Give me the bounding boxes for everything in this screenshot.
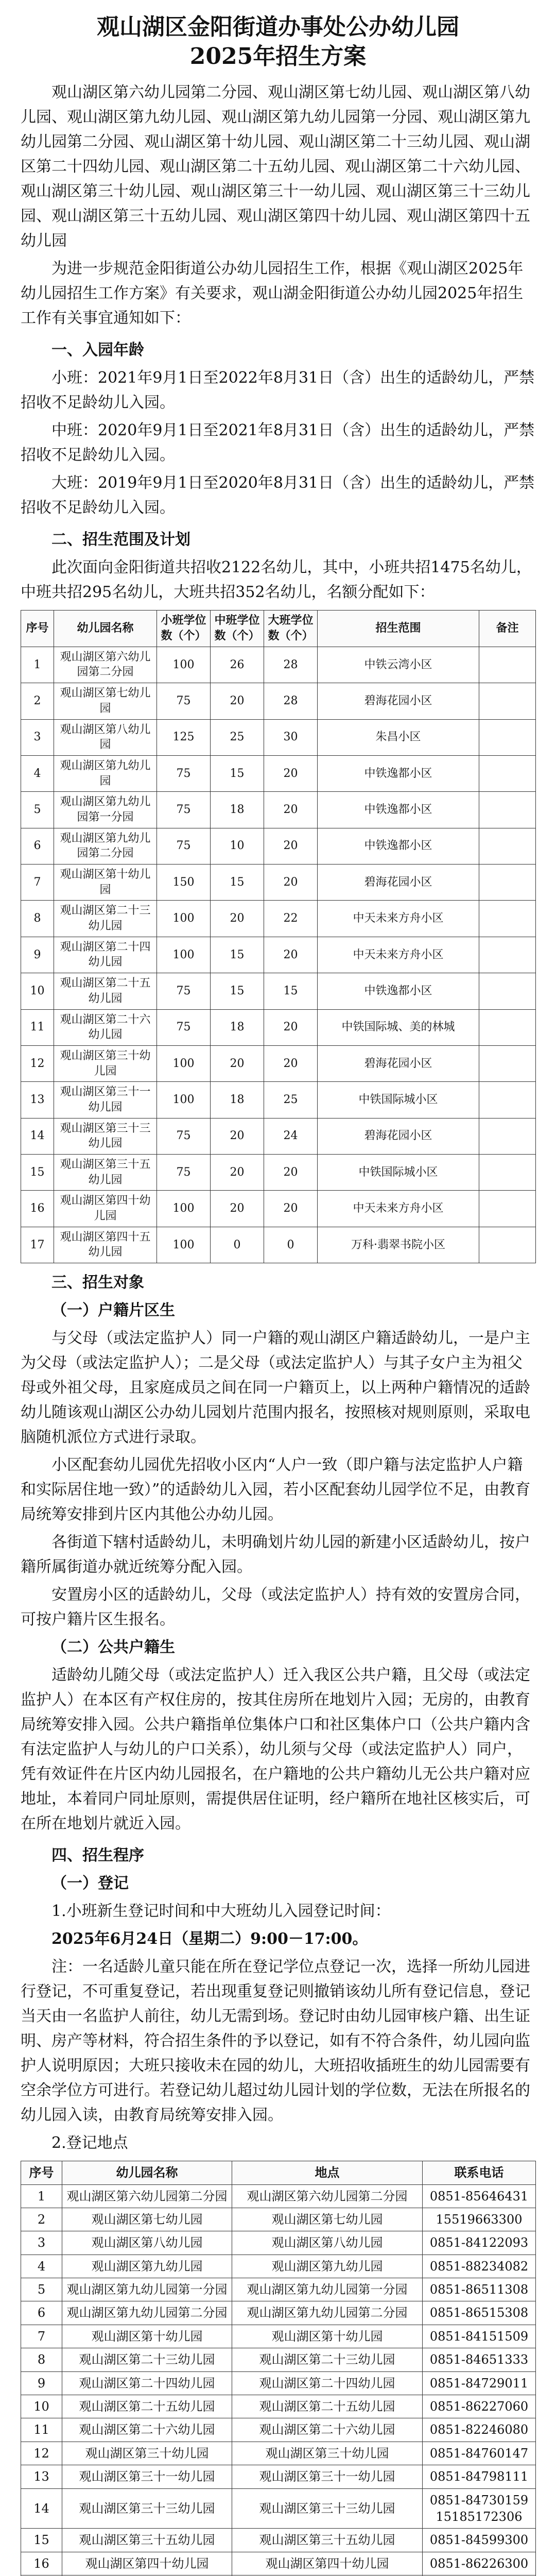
table-cell: 75 [157, 755, 211, 791]
table-cell: 2 [21, 683, 54, 719]
table-cell: 8 [21, 901, 54, 937]
table-cell: 6 [21, 2301, 62, 2325]
table-cell: 中天未来方舟小区 [318, 901, 479, 937]
table-cell: 万科·翡翠书院小区 [318, 1227, 479, 1263]
table-cell: 25 [264, 1082, 318, 1118]
table-cell: 观山湖区第二十三幼儿园 [62, 2348, 232, 2371]
table-cell: 中铁逸都小区 [318, 755, 479, 791]
table-cell: 14 [21, 1118, 54, 1154]
registration-table-row [21, 2255, 536, 2278]
plan-table-row [21, 647, 536, 683]
table-cell: 15 [211, 865, 264, 901]
plan-table-row [21, 901, 536, 937]
plan-table-row [21, 719, 536, 755]
table-cell: 15 [21, 2529, 62, 2552]
column-header: 序号 [21, 611, 54, 647]
registration-table-row [21, 2552, 536, 2575]
age-item: 中班：2020年9月1日至2021年8月31日（含）出生的适龄幼儿，严禁招收不足龄幼儿入园。 [21, 421, 535, 465]
table-cell [479, 1227, 536, 1263]
age-list [21, 366, 535, 520]
registration-table-row [21, 2488, 536, 2529]
table-cell: 75 [157, 1155, 211, 1191]
table-cell: 0 [211, 1227, 264, 1263]
table-cell: 18 [211, 1082, 264, 1118]
table-cell: 观山湖区第七幼儿园 [62, 2208, 232, 2231]
subsection-4-1: （一）登记 [51, 1874, 129, 1893]
table-cell [479, 828, 536, 864]
table-cell: 0851-84760147 [423, 2442, 536, 2465]
table-cell: 9 [21, 937, 54, 973]
table-cell: 0 [264, 1227, 318, 1263]
table-cell [479, 792, 536, 828]
table-cell: 中铁逸都小区 [318, 828, 479, 864]
table-cell: 观山湖区第九幼儿园第二分园 [232, 2301, 423, 2325]
table-cell: 观山湖区第九幼儿园第一分园 [62, 2278, 232, 2301]
table-cell: 8 [21, 2348, 62, 2371]
table-cell: 0851-84651333 [423, 2348, 536, 2371]
table-cell: 15 [21, 1155, 54, 1191]
step-2: 2.登记地点 [51, 2134, 128, 2153]
column-header: 幼儿园名称 [54, 611, 157, 647]
table-cell: 100 [157, 1082, 211, 1118]
hukou-paragraph: 各街道下辖村适龄幼儿，未明确划片幼儿园的新建小区适龄幼儿，按户籍所属街道办就近统筹分配入园。 [21, 1533, 530, 1577]
table-cell: 4 [21, 2255, 62, 2278]
table-cell: 1 [21, 647, 54, 683]
plan-table-row [21, 683, 536, 719]
plan-table-row [21, 1009, 536, 1045]
table-cell: 观山湖区第九幼儿园第一分园 [232, 2278, 423, 2301]
table-cell: 11 [21, 2418, 62, 2442]
table-cell: 20 [264, 865, 318, 901]
section-1-title: 一、入园年龄 [51, 341, 144, 360]
table-cell: 20 [264, 755, 318, 791]
table-cell: 观山湖区第六幼儿园第二分园 [54, 647, 157, 683]
table-cell: 30 [264, 719, 318, 755]
table-cell: 2 [21, 2208, 62, 2231]
table-cell: 观山湖区第九幼儿园 [232, 2255, 423, 2278]
table-cell [479, 755, 536, 791]
table-cell: 中天未来方舟小区 [318, 937, 479, 973]
table-cell: 125 [157, 719, 211, 755]
table-cell: 观山湖区第八幼儿园 [54, 719, 157, 755]
table-cell: 观山湖区第三十一幼儿园 [232, 2465, 423, 2488]
registration-table-row [21, 2465, 536, 2488]
table-cell: 观山湖区第三十五幼儿园 [62, 2529, 232, 2552]
table-cell: 22 [264, 901, 318, 937]
table-cell: 观山湖区第七幼儿园 [54, 683, 157, 719]
table-cell [479, 1155, 536, 1191]
table-cell: 观山湖区第四十五幼儿园 [54, 1227, 157, 1263]
column-header: 地点 [232, 2161, 423, 2184]
table-cell: 7 [21, 865, 54, 901]
table-cell: 中铁国际城小区 [318, 1082, 479, 1118]
table-cell: 10 [21, 973, 54, 1009]
table-cell: 7 [21, 2325, 62, 2348]
column-header: 序号 [21, 2161, 62, 2184]
table-cell: 观山湖区第八幼儿园 [62, 2231, 232, 2255]
registration-table-row [21, 2325, 536, 2348]
table-cell: 20 [264, 1009, 318, 1045]
table-cell: 24 [264, 1118, 318, 1154]
table-cell: 20 [211, 1118, 264, 1154]
table-cell: 0851-84122093 [423, 2231, 536, 2255]
registration-table-row [21, 2418, 536, 2442]
registration-table-row [21, 2371, 536, 2395]
table-cell: 13 [21, 1082, 54, 1118]
plan-table-row [21, 792, 536, 828]
table-cell: 观山湖区第二十三幼儿园 [54, 901, 157, 937]
registration-table-row [21, 2529, 536, 2552]
table-cell: 20 [264, 792, 318, 828]
table-cell: 观山湖区第二十四幼儿园 [54, 937, 157, 973]
table-cell: 100 [157, 1191, 211, 1227]
table-cell: 观山湖区第九幼儿园 [54, 755, 157, 791]
table-cell: 100 [157, 937, 211, 973]
table-cell: 0851-84798111 [423, 2465, 536, 2488]
table-cell: 5 [21, 2278, 62, 2301]
doc-title [21, 12, 535, 71]
table-cell: 100 [157, 1227, 211, 1263]
section-2-title: 二、招生范围及计划 [51, 531, 190, 549]
table-cell: 碧海花园小区 [318, 1045, 479, 1081]
table-cell [479, 1045, 536, 1081]
table-cell: 11 [21, 1009, 54, 1045]
table-cell: 中铁逸都小区 [318, 973, 479, 1009]
table-cell: 0851-84730159 15185172306 [423, 2488, 536, 2529]
plan-table-row [21, 1082, 536, 1118]
table-cell: 观山湖区第四十幼儿园 [54, 1191, 157, 1227]
table-cell: 观山湖区第二十四幼儿园 [62, 2371, 232, 2395]
table-cell: 16 [21, 2552, 62, 2575]
table-cell: 25 [211, 719, 264, 755]
column-header: 幼儿园名称 [62, 2161, 232, 2184]
table-cell: 碧海花园小区 [318, 683, 479, 719]
plan-table-row [21, 1191, 536, 1227]
intro-paragraph: 为进一步规范金阳街道公办幼儿园招生工作，根据《观山湖区2025年幼儿园招生工作方案》有关要求，观山湖金阳街道公办幼儿园2025年招生工作有关事宜通知如下： [21, 260, 524, 328]
table-cell: 观山湖区第三十幼儿园 [54, 1045, 157, 1081]
section-4-title: 四、招生程序 [51, 1846, 144, 1865]
table-cell: 20 [211, 901, 264, 937]
table-cell: 150 [157, 865, 211, 901]
registration-table-row [21, 2395, 536, 2418]
table-cell: 75 [157, 1118, 211, 1154]
hukou-paragraphs [21, 1326, 535, 1632]
plan-table-row [21, 828, 536, 864]
table-cell: 观山湖区第二十五幼儿园 [232, 2395, 423, 2418]
table-cell: 观山湖区第六幼儿园第二分园 [232, 2184, 423, 2208]
table-cell: 5 [21, 792, 54, 828]
plan-table-row [21, 1118, 536, 1154]
table-cell: 观山湖区第十幼儿园 [54, 865, 157, 901]
hukou-paragraph: 与父母（或法定监护人）同一户籍的观山湖区户籍适龄幼儿，一是户主为父母（或法定监护人）；二是父母（或法定监护人）与其子女户主为祖父母或外祖父母，且家庭成员之间在同一户籍页上，以上两种户籍情况的适龄幼儿随该观山湖区公办幼儿园划片范围内报名，按照核对规则原则，采取电脑随机派位方式进行录取。 [21, 1329, 530, 1447]
table-cell: 28 [264, 647, 318, 683]
table-cell: 观山湖区第二十六幼儿园 [232, 2418, 423, 2442]
table-cell: 18 [211, 1009, 264, 1045]
table-cell [479, 719, 536, 755]
plan-table-row [21, 973, 536, 1009]
table-cell: 观山湖区第七幼儿园 [232, 2208, 423, 2231]
age-item: 大班：2019年9月1日至2020年8月31日（含）出生的适龄幼儿，严禁招收不足龄幼儿入园。 [21, 474, 535, 517]
table-cell [479, 1118, 536, 1154]
table-cell [479, 647, 536, 683]
table-cell: 0851-82246080 [423, 2418, 536, 2442]
subsection-3-2: （二）公共户籍生 [51, 1638, 175, 1657]
table-cell: 观山湖区第十幼儿园 [62, 2325, 232, 2348]
table-cell: 观山湖区第九幼儿园第二分园 [54, 828, 157, 864]
table-cell: 100 [157, 1045, 211, 1081]
table-cell: 75 [157, 973, 211, 1009]
table-cell: 15 [211, 973, 264, 1009]
table-cell: 观山湖区第三十幼儿园 [62, 2442, 232, 2465]
table-cell: 20 [264, 1045, 318, 1081]
table-cell: 15 [211, 755, 264, 791]
plan-intro: 此次面向金阳街道共招收2122名幼儿，其中，小班共招1475名幼儿，中班共招295名幼儿，大班共招352名幼儿，名额分配如下： [21, 558, 532, 602]
table-cell: 1 [21, 2184, 62, 2208]
table-cell: 观山湖区第二十三幼儿园 [232, 2348, 423, 2371]
table-cell: 观山湖区第三十一幼儿园 [54, 1082, 157, 1118]
table-cell: 观山湖区第三十三幼儿园 [62, 2488, 232, 2529]
column-header: 小班学位数（个） [157, 611, 211, 647]
table-cell: 75 [157, 683, 211, 719]
intro-schools: 观山湖区第六幼儿园第二分园、观山湖区第七幼儿园、观山湖区第八幼儿园、观山湖区第九幼儿园、观山湖区第九幼儿园第一分园、观山湖区第九幼儿园第二分园、观山湖区第十幼儿园、观山湖区第二十三幼儿园、观山湖区第二十四幼儿园、观山湖区第二十五幼儿园、观山湖区第二十六幼儿园、观山湖区第三十幼儿园、观山湖区第三十一幼儿园、观山湖区第三十三幼儿园、观山湖区第三十五幼儿园、观山湖区第四十幼儿园、观山湖区第四十五幼儿园 [21, 83, 530, 250]
registration-table-row [21, 2231, 536, 2255]
table-cell: 观山湖区第三十一幼儿园 [62, 2465, 232, 2488]
table-cell: 观山湖区第九幼儿园第一分园 [54, 792, 157, 828]
public-hukou-paragraph: 适龄幼儿随父母（或法定监护人）迁入我区公共户籍，且父母（或法定监护人）在本区有产权住房的，按其住房所在地划片入园；无房的，由教育局统筹安排入园。公共户籍指单位集体户口和社区集体户口（公共户籍内含有法定监护人与幼儿的户口关系），幼儿须与父母（或法定监护人）同户，凭有效证件在片区内幼儿园报名，在户籍地的公共户籍幼儿无公共户籍对应地址，本着同户同址原则，需提供居住证明，经户籍所在地社区核实后，可在所在地划片就近入园。 [21, 1666, 530, 1833]
table-cell: 20 [211, 1155, 264, 1191]
table-cell: 3 [21, 719, 54, 755]
table-cell: 20 [211, 1045, 264, 1081]
table-cell: 20 [211, 1191, 264, 1227]
plan-table-row [21, 1227, 536, 1263]
table-cell: 朱昌小区 [318, 719, 479, 755]
table-cell: 26 [211, 647, 264, 683]
table-cell: 15 [211, 937, 264, 973]
table-cell: 75 [157, 1009, 211, 1045]
table-cell: 观山湖区第九幼儿园第二分园 [62, 2301, 232, 2325]
table-cell: 中铁国际城、美的林城 [318, 1009, 479, 1045]
table-cell: 4 [21, 755, 54, 791]
table-cell: 20 [264, 937, 318, 973]
table-cell: 观山湖区第三十五幼儿园 [232, 2529, 423, 2552]
registration-table-row [21, 2442, 536, 2465]
table-cell: 18 [211, 792, 264, 828]
table-cell: 10 [21, 2395, 62, 2418]
table-cell: 0851-84599300 [423, 2529, 536, 2552]
table-cell: 75 [157, 792, 211, 828]
table-cell [479, 1082, 536, 1118]
table-cell: 20 [264, 1191, 318, 1227]
plan-table-row [21, 1045, 536, 1081]
table-cell: 观山湖区第六幼儿园第二分园 [62, 2184, 232, 2208]
table-cell: 观山湖区第二十五幼儿园 [62, 2395, 232, 2418]
hukou-paragraph: 小区配套幼儿园优先招收小区内“人户一致（即户籍与法定监护人户籍和实际居住地一致）”的适龄幼儿入园，若小区配套幼儿园学位不足，由教育局统筹安排到片区内其他公办幼儿园。 [21, 1456, 531, 1524]
table-cell: 100 [157, 901, 211, 937]
registration-note: 注：一名适龄儿童只能在所在登记学位点登记一次，选择一所幼儿园进行登记，不可重复登记，若出现重复登记则撤销该幼儿所有登记信息，登记当天由一名监护人前往，幼儿无需到场。登记时由幼儿园审核户籍、出生证明、房产等材料，符合招生条件的予以登记，如有不符合条件，幼儿园向监护人说明原因；大班只接收未在园的幼儿，大班招收插班生的幼儿园需要有空余学位方可进行。若登记幼儿超过幼儿园计划的学位数，无法在所报名的幼儿园入读，由教育局统筹安排入园。 [21, 1958, 530, 2125]
registration-table-row [21, 2184, 536, 2208]
registration-table-row [21, 2301, 536, 2325]
table-cell: 12 [21, 1045, 54, 1081]
table-cell: 观山湖区第四十幼儿园 [232, 2552, 423, 2575]
plan-table [21, 610, 536, 1263]
table-cell: 观山湖区第八幼儿园 [232, 2231, 423, 2255]
table-cell: 观山湖区第二十六幼儿园 [54, 1009, 157, 1045]
column-header: 大班学位数（个） [264, 611, 318, 647]
plan-table-row [21, 1155, 536, 1191]
table-cell: 15519663300 [423, 2208, 536, 2231]
table-cell: 中天未来方舟小区 [318, 1191, 479, 1227]
column-header: 中班学位数（个） [211, 611, 264, 647]
table-cell: 14 [21, 2488, 62, 2529]
table-cell [479, 1009, 536, 1045]
table-cell: 0851-86227060 [423, 2395, 536, 2418]
table-cell: 20 [211, 683, 264, 719]
registration-table-row [21, 2348, 536, 2371]
table-cell: 0851-86515308 [423, 2301, 536, 2325]
plan-table-row [21, 755, 536, 791]
table-cell: 28 [264, 683, 318, 719]
table-cell: 中铁逸都小区 [318, 792, 479, 828]
table-cell: 0851-84151509 [423, 2325, 536, 2348]
table-cell [479, 973, 536, 1009]
table-cell [479, 1191, 536, 1227]
table-cell: 中铁国际城小区 [318, 1155, 479, 1191]
table-cell: 观山湖区第九幼儿园 [62, 2255, 232, 2278]
column-header: 招生范围 [318, 611, 479, 647]
column-header: 联系电话 [423, 2161, 536, 2184]
table-cell: 碧海花园小区 [318, 1118, 479, 1154]
table-cell: 观山湖区第二十四幼儿园 [232, 2371, 423, 2395]
table-cell: 0851-86226300 [423, 2552, 536, 2575]
table-cell: 75 [157, 828, 211, 864]
column-header: 备注 [479, 611, 536, 647]
section-3-title: 三、招生对象 [51, 1274, 144, 1292]
table-cell: 观山湖区第十幼儿园 [232, 2325, 423, 2348]
title-line-2: 2025年招生方案 [189, 43, 367, 70]
table-cell: 观山湖区第三十三幼儿园 [232, 2488, 423, 2529]
table-cell: 观山湖区第四十幼儿园 [62, 2552, 232, 2575]
table-cell: 0851-85646431 [423, 2184, 536, 2208]
table-cell: 9 [21, 2371, 62, 2395]
registration-table-row [21, 2278, 536, 2301]
table-cell: 17 [21, 1227, 54, 1263]
table-cell: 观山湖区第二十五幼儿园 [54, 973, 157, 1009]
hukou-paragraph: 安置房小区的适龄幼儿，父母（或法定监护人）持有效的安置房合同，可按户籍片区生报名。 [21, 1586, 530, 1629]
table-cell: 3 [21, 2231, 62, 2255]
table-cell: 观山湖区第二十六幼儿园 [62, 2418, 232, 2442]
table-cell [479, 683, 536, 719]
plan-table-row [21, 937, 536, 973]
subsection-3-1: （一）户籍片区生 [51, 1301, 175, 1320]
table-cell: 观山湖区第三十三幼儿园 [54, 1118, 157, 1154]
table-cell [479, 901, 536, 937]
table-cell: 20 [264, 828, 318, 864]
table-cell: 0851-88234082 [423, 2255, 536, 2278]
age-item: 小班：2021年9月1日至2022年8月31日（含）出生的适龄幼儿，严禁招收不足龄幼儿入园。 [21, 369, 535, 412]
table-cell: 碧海花园小区 [318, 865, 479, 901]
table-cell [479, 937, 536, 973]
plan-table-row [21, 865, 536, 901]
table-cell [479, 865, 536, 901]
registration-table [21, 2161, 536, 2576]
registration-table-row [21, 2208, 536, 2231]
table-cell: 观山湖区第三十幼儿园 [232, 2442, 423, 2465]
table-cell: 13 [21, 2465, 62, 2488]
table-cell: 100 [157, 647, 211, 683]
table-cell: 15 [264, 973, 318, 1009]
table-cell: 16 [21, 1191, 54, 1227]
table-cell: 20 [264, 1155, 318, 1191]
table-cell: 10 [211, 828, 264, 864]
table-cell: 6 [21, 828, 54, 864]
title-line-1: 观山湖区金阳街道办事处公办幼儿园 [97, 14, 459, 40]
table-cell: 0851-86511308 [423, 2278, 536, 2301]
table-cell: 观山湖区第三十五幼儿园 [54, 1155, 157, 1191]
table-cell: 0851-84729011 [423, 2371, 536, 2395]
step-1: 1.小班新生登记时间和中大班幼儿入园登记时间： [51, 1902, 391, 1921]
table-cell: 12 [21, 2442, 62, 2465]
table-cell: 中铁云湾小区 [318, 647, 479, 683]
registration-time: 2025年6月24日（星期二）9:00－17:00。 [51, 1930, 368, 1948]
